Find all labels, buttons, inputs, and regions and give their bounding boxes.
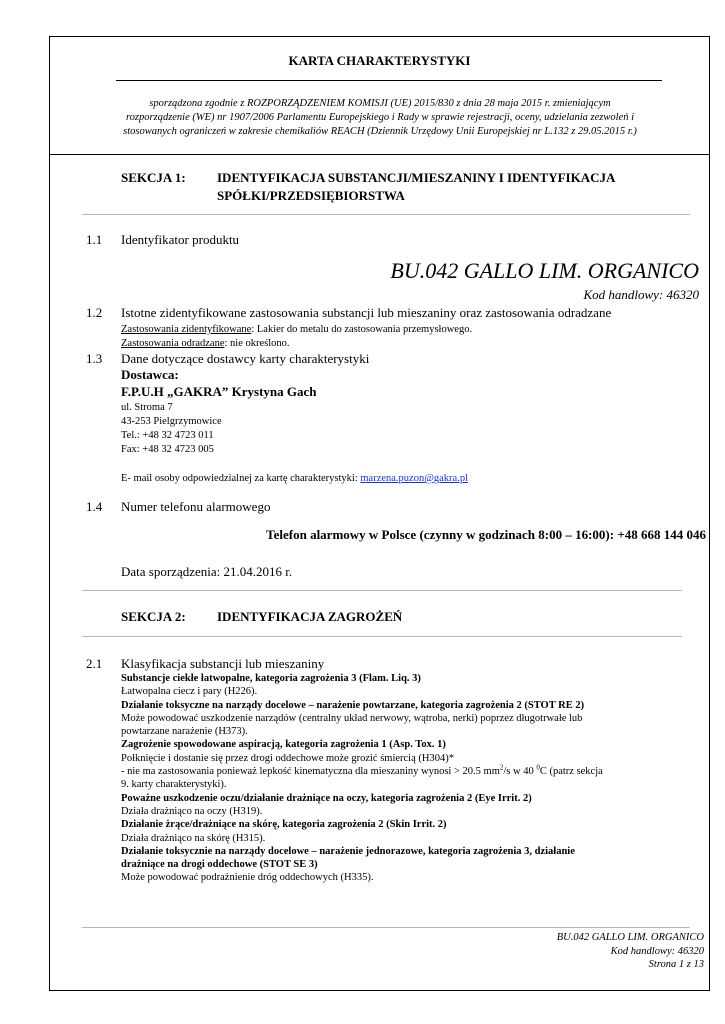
header-divider [49, 154, 710, 155]
section-divider [82, 590, 682, 591]
page-footer [557, 931, 704, 972]
address-line: ul. Stroma 7 [121, 402, 173, 413]
emergency-phone: Telefon alarmowy w Polsce (czynny w godzinach 8:00 – 16:00): +48 668 144 046 [266, 527, 706, 542]
classification-title: Działanie żrące/drażniące na skórę, kategoria zagrożenia 2 (Skin Irrit. 2) [121, 819, 447, 831]
section2-divider [82, 636, 682, 637]
fax: Fax: +48 32 4723 005 [121, 444, 214, 455]
regulation-note [100, 97, 660, 139]
s12-label: Istotne zidentyfikowane zastosowania substancji lub mieszaniny oraz zastosowania odradzane [121, 305, 612, 320]
date-line: Data sporządzenia: 21.04.2016 r. [121, 564, 293, 579]
classification-title: Zagrożenie spowodowane aspiracją, kategoria zagrożenia 1 (Asp. Tox. 1) [121, 739, 446, 751]
classification-title: Działanie toksyczne na narządy docelowe – narażenie powtarzane, kategoria zagrożenia 2 (STOT RE 2) [121, 699, 585, 711]
footer-code: Kod handlowy: 46320 [610, 945, 704, 957]
s13-number: 1.3 [86, 351, 103, 366]
footer-divider [82, 927, 690, 928]
section2-label: SEKCJA 2: [121, 609, 186, 624]
classification-text: - nie ma zastosowania ponieważ lepkość kinematyczna dla mieszaniny wynosi > 20.5 $mm^2/s$ w 40 $^0$C (patrz sekcja [121, 763, 603, 778]
s11-label: Identyfikator produktu [121, 232, 240, 247]
section1-title: IDENTYFIKACJA SUBSTANCJI/MIESZANINY I IDENTYFIKACJA SPÓŁKI/PRZEDSIĘBIORSTWA [217, 170, 616, 203]
regulation-line: stosowanych ograniczeń w zakresie chemikaliów REACH (Dziennik Urzędowy Unii Europejskiej nr L.132 z 29.05.2015 r.) [123, 126, 637, 137]
classification-text: Połknięcie i dostanie się przez drogi oddechowe może grozić śmiercią (H304)* [121, 752, 454, 764]
s21-number: 2.1 [86, 656, 103, 671]
classification-title: Poważne uszkodzenie oczu/działanie drażniące na oczy, kategoria zagrożenia 2 (Eye Irrit. 2) [121, 792, 532, 804]
s21-label: Klasyfikacja substancji lub mieszaniny [121, 656, 325, 671]
section1-label: SEKCJA 1: [121, 170, 186, 185]
classification-text: Może powodować podrażnienie dróg oddechowych (H335). [121, 872, 374, 884]
classification-text: Może powodować uszkodzenie narządów (centralny układ nerwowy, wątroba, nerki) poprzez długotrwałe lub [121, 712, 583, 724]
classification-title: Substancje ciekłe łatwopalne, kategoria zagrożenia 3 (Flam. Liq. 3) [121, 673, 421, 684]
page-number: Strona 1 z 13 [648, 959, 704, 970]
s14-number: 1.4 [86, 499, 103, 514]
supplier-name: F.P.U.H „GAKRA” Krystyna Gach [121, 384, 317, 399]
uses-advised: Zastosowania odradzane: nie określono. [121, 338, 290, 349]
supplier-heading: Dostawca: [121, 367, 179, 382]
product-name: BU.042 GALLO LIM. ORGANICO [390, 258, 699, 283]
classification-text: Łatwopalna ciecz i pary (H226). [121, 686, 258, 698]
title-underline [116, 80, 662, 81]
s12-number: 1.2 [86, 305, 103, 320]
classification-text: Działa drażniąco na oczy (H319). [121, 805, 263, 817]
s11-number: 1.1 [86, 232, 103, 247]
classification-title: Działanie toksycznie na narządy docelowe – narażenie jednorazowe, kategoria zagrożenia 3, działanie [121, 845, 575, 857]
classification-list [121, 672, 691, 885]
section1-divider [82, 214, 690, 215]
s14-label: Numer telefonu alarmowego [121, 499, 271, 514]
section2-title: IDENTYFIKACJA ZAGROŻEŃ [217, 609, 403, 624]
address-line: 43-253 Pielgrzymowice [121, 416, 222, 427]
classification-text: Działa drażniąco na skórę (H315). [121, 832, 266, 844]
regulation-line: sporządzona zgodnie z ROZPORZĄDZENIEM KOMISJI (UE) 2015/830 z dnia 28 maja 2015 r. zmieniającym [149, 98, 611, 109]
classification-title: drażniące na drogi oddechowe (STOT SE 3) [121, 859, 318, 871]
uses-identified: Zastosowania zidentyfikowane: Lakier do metalu do zastosowania przemysłowego. [121, 324, 473, 335]
product-code: Kod handlowy: 46320 [583, 287, 699, 302]
footer-product: BU.042 GALLO LIM. ORGANICO [556, 932, 704, 943]
s13-label: Dane dotyczące dostawcy karty charakterystyki [121, 351, 370, 366]
regulation-line: rozporządzenie (WE) nr 1907/2006 Parlamentu Europejskiego i Rady w sprawie rejestracji, oceny, udzielania zezwoleń i [125, 112, 635, 123]
tel: Tel.: +48 32 4723 011 [121, 430, 214, 441]
email-link[interactable]: marzena.puzon@gakra.pl [360, 473, 468, 484]
classification-text: powtarzane narażenie (H373). [121, 726, 248, 738]
email-line: E- mail osoby odpowiedzialnej za kartę charakterystyki: marzena.puzon@gakra.pl [121, 473, 468, 484]
document-title: KARTA CHARAKTERYSTYKI [288, 53, 471, 68]
classification-text: 9. karty charakterystyki). [121, 779, 227, 791]
